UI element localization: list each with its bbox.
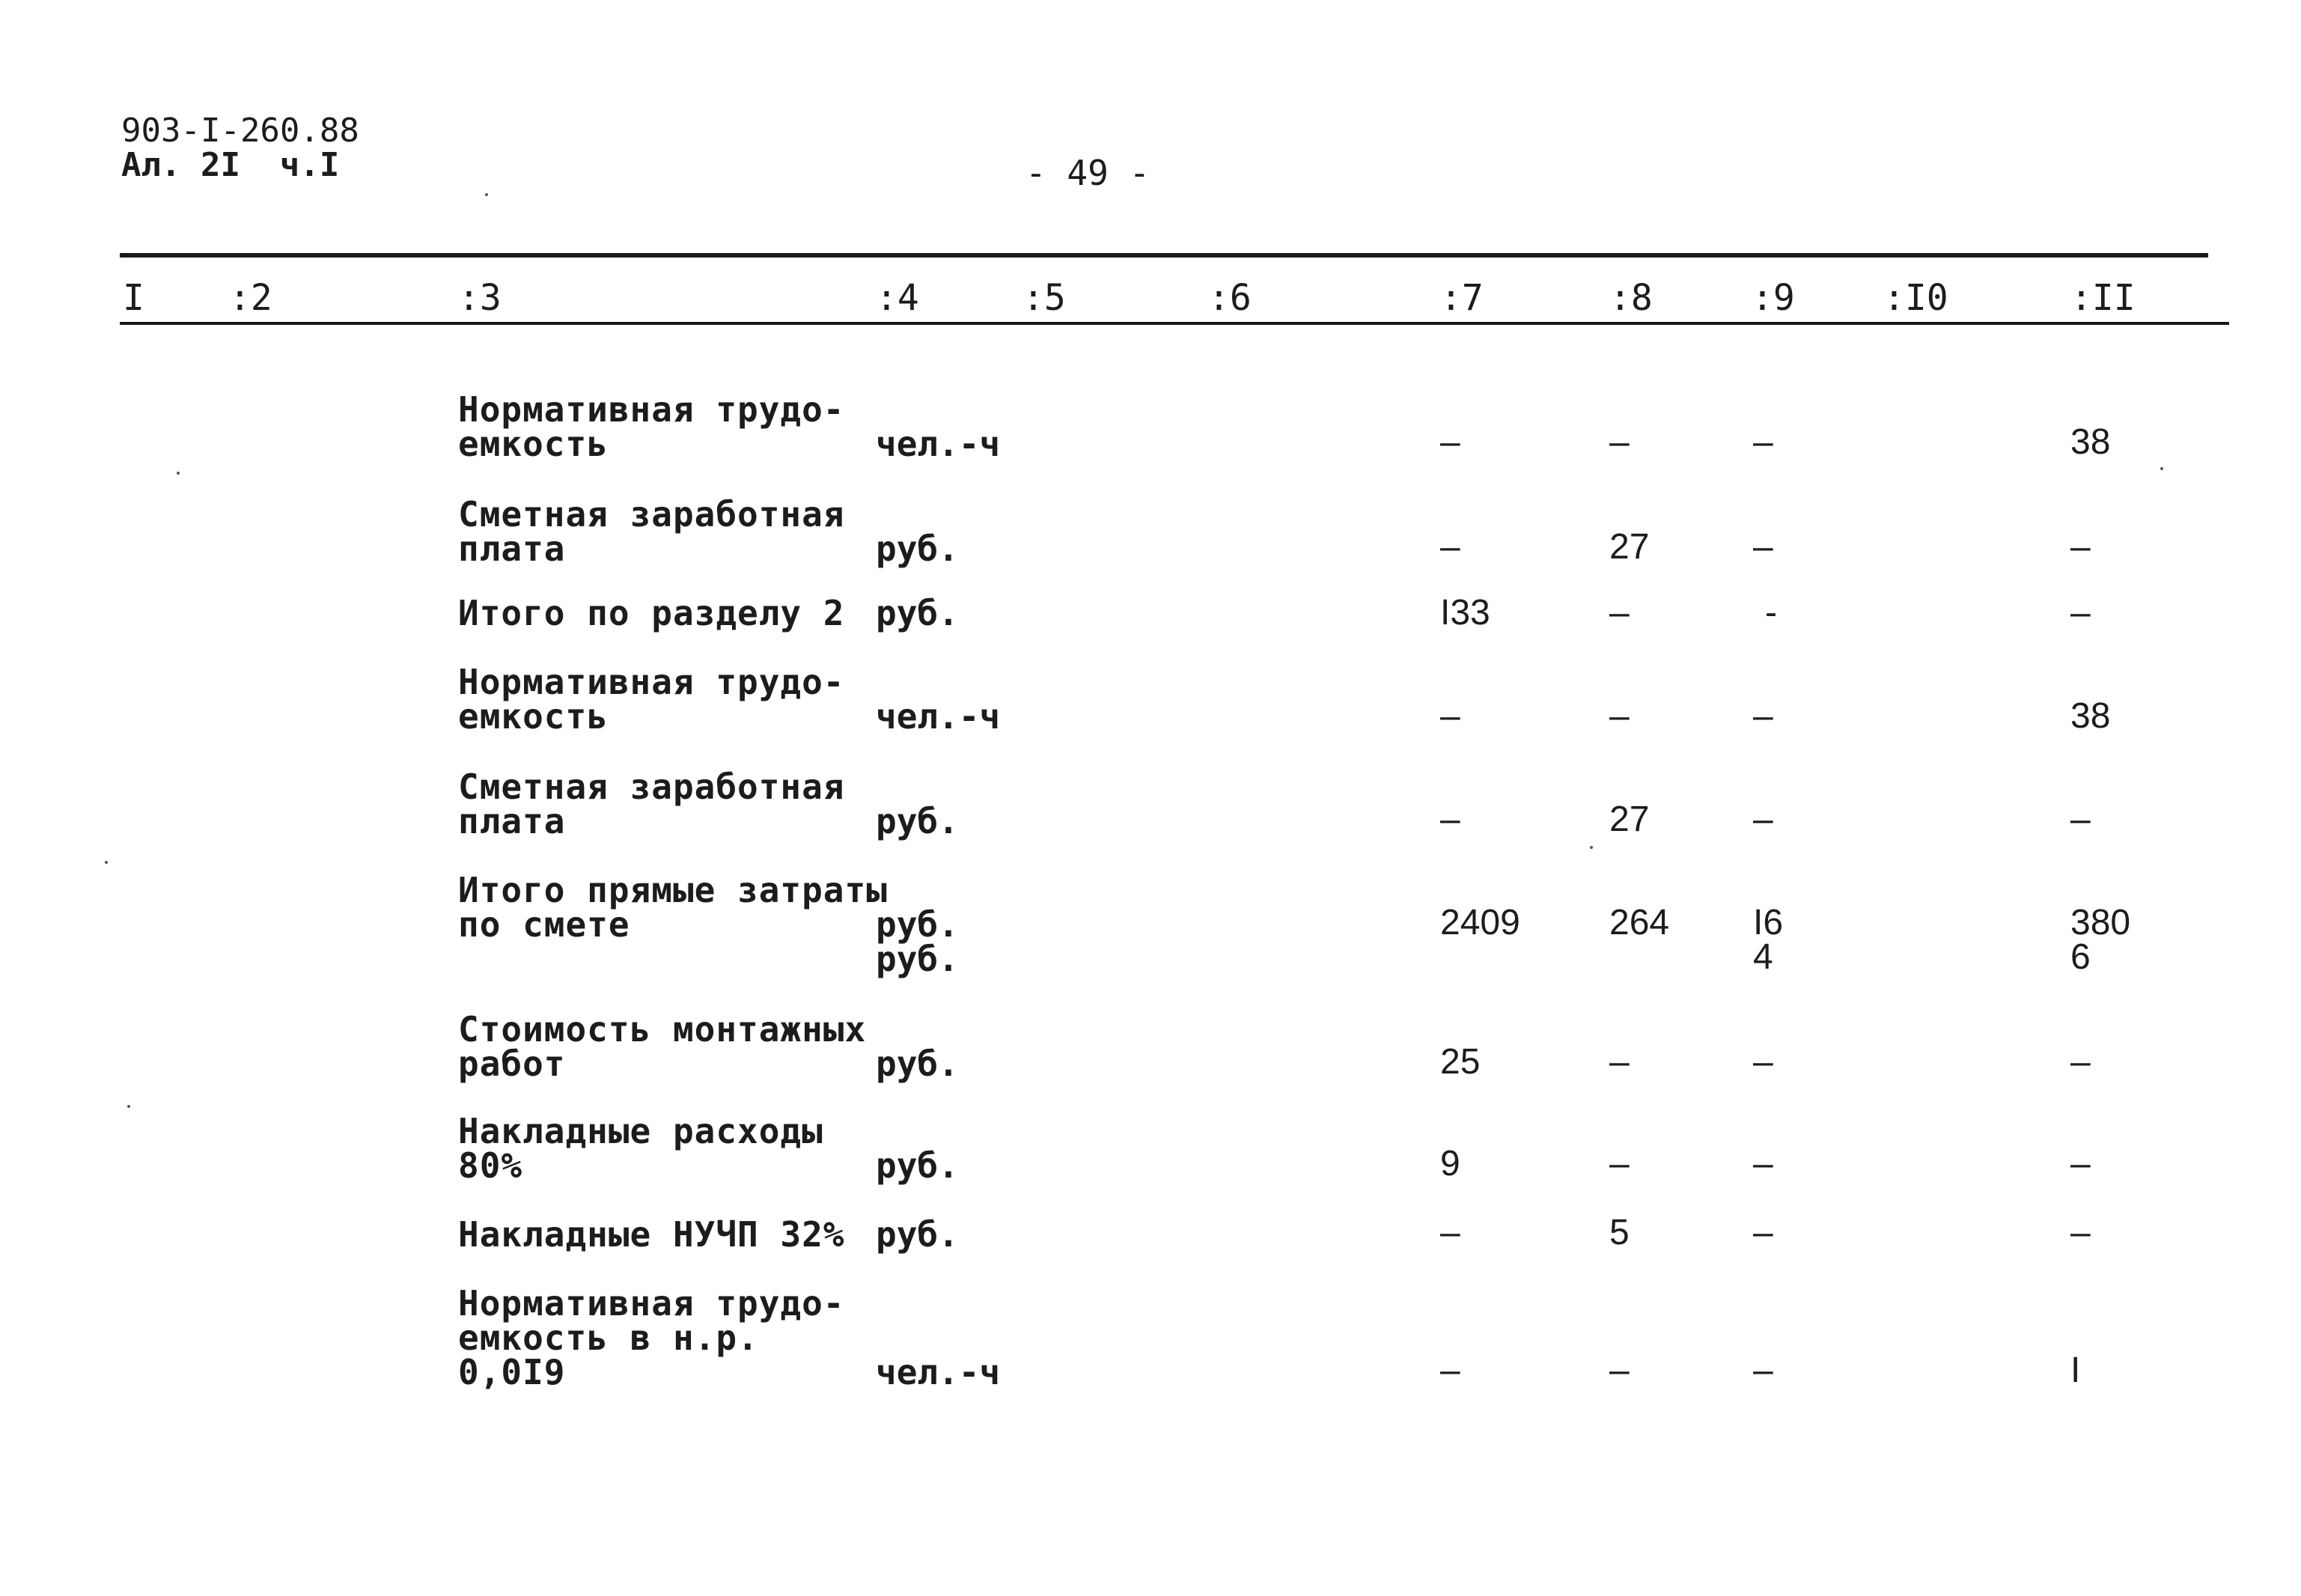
row-value-col11: –	[2070, 799, 2091, 839]
row-unit: руб.	[876, 593, 959, 633]
scan-speck	[127, 1105, 130, 1108]
row-unit: руб.	[876, 1214, 959, 1255]
row-label: Сметная заработная плата	[458, 767, 845, 841]
column-header-7: :7	[1440, 277, 1484, 319]
row-label: Нормативная трудо- емкость в н.р. 0,0I9	[458, 1283, 845, 1392]
row-value-col7: –	[1440, 422, 1460, 462]
row-value-col7: –	[1440, 696, 1460, 736]
scan-speck	[485, 193, 488, 196]
row-value-col8: 264	[1609, 903, 1670, 942]
row-label: Итого по разделу 2	[458, 593, 845, 633]
row-value-col9: –	[1753, 1144, 1773, 1184]
row-value-col11: –	[2070, 527, 2091, 567]
row-value-col9: –	[1753, 1042, 1773, 1082]
row-value-col8: 27	[1609, 799, 1650, 839]
row-value-col8: –	[1609, 1042, 1630, 1082]
row-unit: руб.	[876, 1044, 959, 1084]
row-value-col8: 5	[1609, 1213, 1630, 1252]
row-value-col7: 25	[1440, 1042, 1481, 1082]
row-value-col9: –	[1753, 422, 1773, 462]
row-label: Итого прямые затраты по смете	[458, 870, 888, 945]
row-value-col11: –	[2070, 1042, 2091, 1082]
column-header-4: :4	[876, 277, 919, 319]
column-header-8: :8	[1609, 277, 1653, 319]
column-header-5: :5	[1023, 277, 1066, 319]
row-value-col7: –	[1440, 799, 1460, 839]
row-unit: руб.	[876, 801, 959, 841]
row-value-col11: 38	[2070, 696, 2111, 736]
row-label: Накладные НУЧП 32%	[458, 1214, 845, 1255]
row-label: Нормативная трудо- емкость	[458, 662, 845, 737]
row-value-col11: –	[2070, 1144, 2091, 1184]
scan-speck	[2160, 467, 2163, 470]
row-unit: руб. руб.	[876, 904, 959, 979]
row-value-col9: –	[1753, 1213, 1773, 1252]
row-value-col9: I6 4	[1753, 903, 1784, 977]
row-value-col9: –	[1753, 696, 1773, 736]
row-label: Накладные расходы 80%	[458, 1111, 823, 1186]
column-header-6: :6	[1208, 277, 1252, 319]
row-value-col8: –	[1609, 1350, 1630, 1390]
row-value-col11: I	[2070, 1350, 2081, 1390]
column-header-9: :9	[1752, 277, 1795, 319]
column-header-10: :I0	[1883, 277, 1948, 319]
row-value-col8: –	[1609, 593, 1630, 633]
row-value-col11: 380 6	[2070, 903, 2131, 977]
row-value-col8: 27	[1609, 527, 1650, 567]
row-value-col8: –	[1609, 696, 1630, 736]
row-value-col7: –	[1440, 1350, 1460, 1390]
column-header-1: I	[123, 277, 144, 319]
table-header-rule	[120, 322, 2229, 325]
scan-speck	[177, 472, 180, 475]
document-sheet: Ал. 2I ч.I	[121, 146, 340, 184]
scan-speck	[105, 861, 108, 864]
table-top-rule	[120, 253, 2208, 258]
row-value-col9: –	[1753, 799, 1773, 839]
column-header-3: :3	[458, 277, 502, 319]
row-value-col8: –	[1609, 422, 1630, 462]
row-unit: руб.	[876, 1145, 959, 1186]
column-header-2: :2	[229, 277, 272, 319]
row-unit: чел.-ч	[876, 1352, 1001, 1392]
row-label: Нормативная трудо- емкость	[458, 389, 845, 464]
row-value-col8: –	[1609, 1144, 1630, 1184]
row-value-col7: I33	[1440, 593, 1490, 633]
row-unit: чел.-ч	[876, 696, 1001, 737]
row-value-col7: 9	[1440, 1144, 1460, 1184]
column-header-11: :II	[2070, 277, 2136, 319]
row-label: Сметная заработная плата	[458, 494, 845, 569]
scan-speck	[1590, 846, 1593, 849]
row-value-col9: -	[1765, 593, 1777, 633]
document-code: 903-I-260.88	[121, 112, 359, 150]
row-unit: чел.-ч	[876, 424, 1001, 464]
row-value-col11: 38	[2070, 422, 2111, 462]
row-value-col9: –	[1753, 527, 1773, 567]
row-value-col11: –	[2070, 593, 2091, 633]
row-value-col7: –	[1440, 527, 1460, 567]
row-unit: руб.	[876, 529, 959, 569]
row-value-col7: 2409	[1440, 903, 1520, 942]
row-value-col9: –	[1753, 1350, 1773, 1390]
row-value-col11: –	[2070, 1213, 2091, 1252]
row-label: Стоимость монтажных работ	[458, 1009, 867, 1084]
page-number: - 49 -	[1025, 153, 1150, 193]
row-value-col7: –	[1440, 1213, 1460, 1252]
